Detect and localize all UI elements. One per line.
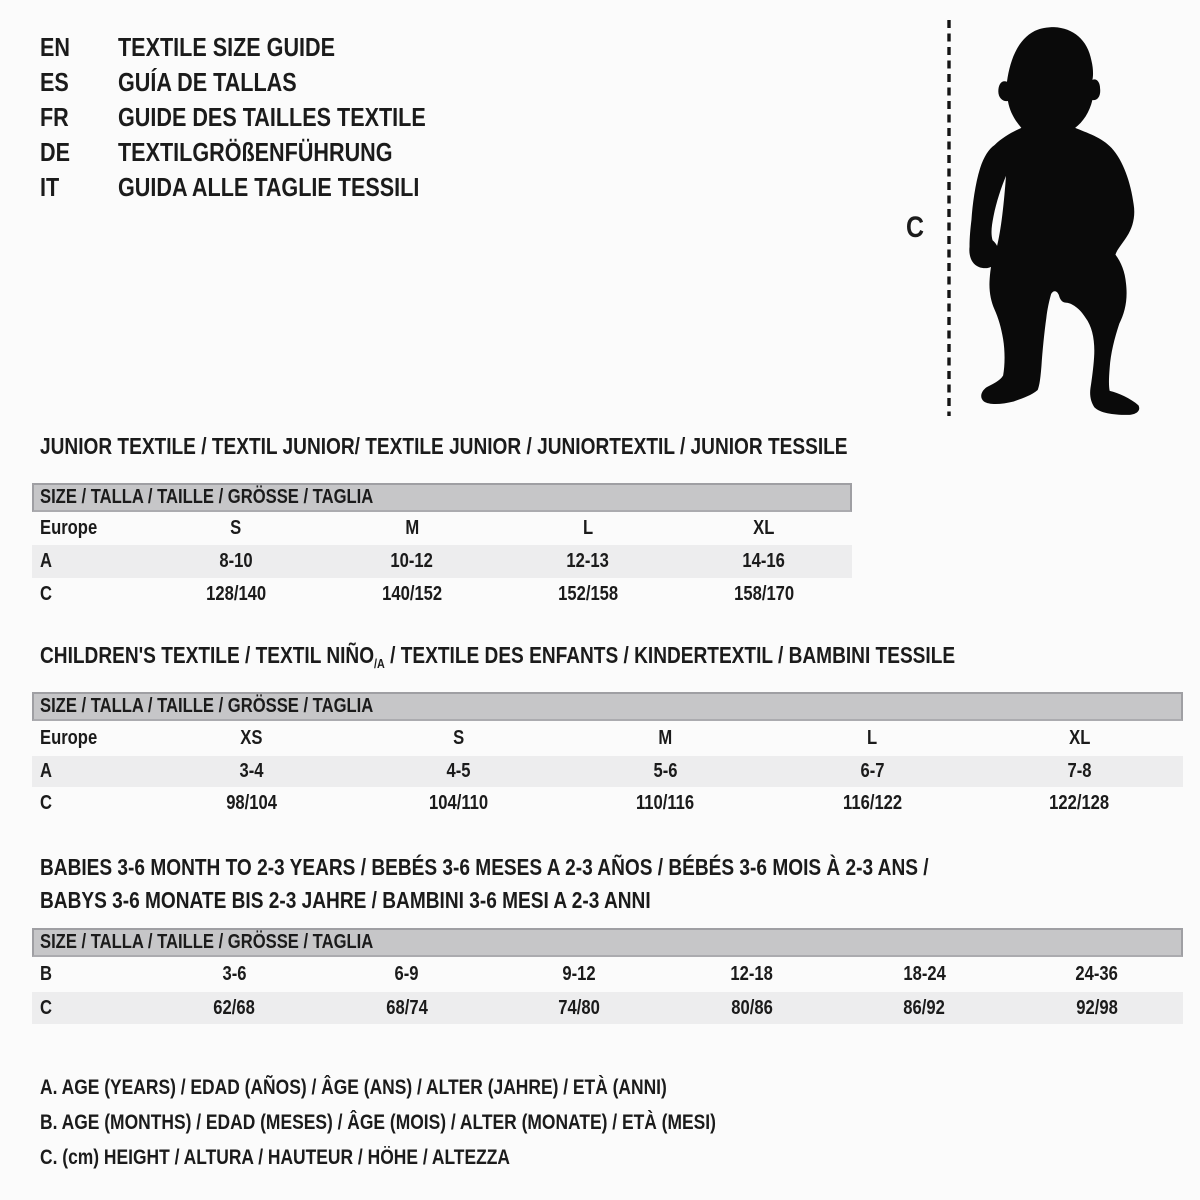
table-cell: 98/104 (226, 792, 277, 814)
section-title-junior: JUNIOR TEXTILE / TEXTIL JUNIOR/ TEXTILE JUNIOR / JUNIORTEXTIL / JUNIOR TESSILE (40, 433, 848, 459)
table-cell: 110/116 (636, 792, 695, 814)
table-row-height (32, 992, 1183, 1024)
table-size-header (32, 692, 1183, 721)
table-size-header (32, 928, 1183, 957)
language-code: EN (40, 32, 70, 62)
table-cell: C (40, 997, 52, 1019)
language-label: GUÍA DE TALLAS (118, 67, 297, 97)
table-row-europe (32, 721, 1183, 756)
language-label: TEXTILE SIZE GUIDE (118, 32, 336, 62)
table-cell: M (658, 727, 673, 749)
table-cell: Europe (40, 727, 98, 749)
table-cell: 86/92 (903, 997, 946, 1019)
table-cell: A (40, 760, 52, 782)
table-cell: 68/74 (385, 997, 428, 1019)
height-dashed-line (946, 18, 954, 418)
table-cell: 14-16 (742, 550, 786, 572)
language-code: ES (40, 67, 69, 97)
table-cell: 9-12 (562, 963, 596, 985)
language-row (40, 30, 489, 65)
legend-line-b: B. AGE (MONTHS) / EDAD (MESES) / ÂGE (MOIS) / ALTER (MONATE) / ETÀ (MESI) (40, 1111, 716, 1134)
language-label: GUIDA ALLE TAGLIE TESSILI (118, 172, 420, 202)
table-cell: M (405, 517, 419, 539)
table-cell: 7-8 (1067, 760, 1092, 782)
language-code: IT (40, 172, 60, 202)
table-cell: 12-13 (566, 550, 610, 572)
baby-silhouette (958, 24, 1150, 418)
legend-line-c: C. (cm) HEIGHT / ALTURA / HAUTEUR / HÖHE / ALTEZZA (40, 1146, 510, 1169)
language-row (40, 135, 489, 170)
table-cell: 116/122 (842, 792, 903, 814)
table-cell: XL (1068, 727, 1091, 749)
language-label: TEXTILGRÖßENFÜHRUNG (118, 137, 393, 167)
language-code: FR (40, 102, 69, 132)
table-cell: C (40, 583, 52, 605)
table-cell: 74/80 (558, 997, 601, 1019)
size-header-label: SIZE / TALLA / TAILLE / GRÖSSE / TAGLIA (40, 695, 374, 717)
table-cell: 18-24 (903, 963, 946, 985)
junior-size-table (32, 483, 852, 611)
table-size-header (32, 483, 852, 512)
table-cell: 140/152 (381, 583, 442, 605)
table-cell: 6-7 (860, 760, 885, 782)
section-title-children: CHILDREN'S TEXTILE / TEXTIL $NIÑO_{/A}$ / TEXTILE DES ENFANTS / KINDERTEXTIL / BAMBINI TESSILE (40, 642, 956, 671)
table-cell: A (40, 550, 52, 572)
table-cell: 24-36 (1075, 963, 1118, 985)
table-cell: 10-12 (390, 550, 434, 572)
nino-a-subscript: /A (374, 656, 385, 671)
table-cell: L (867, 727, 878, 749)
section-title-babies: BABIES 3-6 MONTH TO 2-3 YEARS / BEBÉS 3-6 MESES A 2-3 AÑOS / BÉBÉS 3-6 MOIS À 2-3 ANS / BABYS 3-6 MONATE BIS 2-3 JAHRE / BAMBINI 3-6 MESI A 2-3 ANNI (40, 854, 929, 913)
table-row-age (32, 756, 1183, 787)
table-cell: 128/140 (205, 583, 266, 605)
table-row-age (32, 545, 852, 578)
table-cell: XL (753, 517, 775, 539)
table-cell: 122/128 (1049, 792, 1110, 814)
table-cell: B (40, 963, 52, 985)
language-row (40, 65, 489, 100)
table-cell: 5-6 (653, 760, 678, 782)
table-row-height (32, 787, 1183, 820)
table-cell: 4-5 (446, 760, 471, 782)
language-row (40, 170, 489, 205)
table-cell: XS (240, 727, 263, 749)
table-cell: S (452, 727, 465, 749)
table-cell: Europe (40, 517, 98, 539)
legend-line-a: A. AGE (YEARS) / EDAD (AÑOS) / ÂGE (ANS) / ALTER (JAHRE) / ETÀ (ANNI) (40, 1076, 667, 1099)
table-cell: C (40, 792, 52, 814)
size-header-label: SIZE / TALLA / TAILLE / GRÖSSE / TAGLIA (40, 931, 374, 953)
language-row (40, 100, 489, 135)
table-cell: 158/170 (733, 583, 794, 605)
measurement-legend (40, 1070, 854, 1175)
children-size-table (32, 692, 1183, 820)
language-code: DE (40, 137, 70, 167)
table-cell: 3-4 (239, 760, 264, 782)
table-cell: 6-9 (394, 963, 419, 985)
table-cell: 152/158 (557, 583, 618, 605)
table-cell: 3-6 (222, 963, 247, 985)
language-label: GUIDE DES TAILLES TEXTILE (118, 102, 426, 132)
table-cell: 104/110 (428, 792, 489, 814)
table-row-months (32, 957, 1183, 992)
table-cell: 62/68 (213, 997, 256, 1019)
figure-measure-label: C (906, 211, 924, 244)
table-row-height (32, 578, 852, 611)
table-cell: 12-18 (730, 963, 773, 985)
size-header-label: SIZE / TALLA / TAILLE / GRÖSSE / TAGLIA (40, 486, 374, 508)
table-cell: 80/86 (730, 997, 773, 1019)
table-row-europe (32, 512, 852, 545)
language-title-list (40, 30, 489, 205)
table-cell: L (582, 517, 594, 539)
babies-size-table (32, 928, 1183, 1024)
table-cell: S (230, 517, 242, 539)
table-cell: 92/98 (1075, 997, 1118, 1019)
table-cell: 8-10 (219, 550, 253, 572)
